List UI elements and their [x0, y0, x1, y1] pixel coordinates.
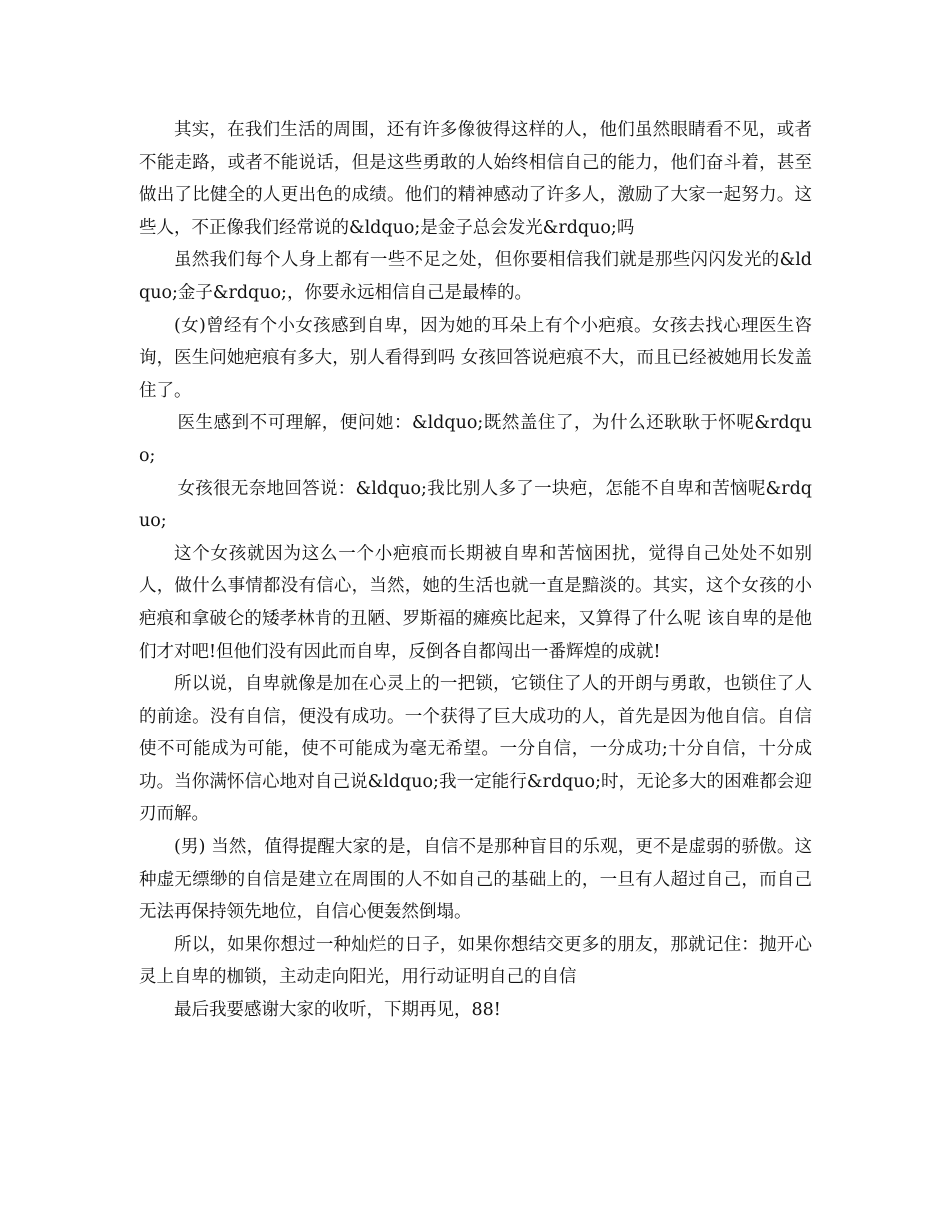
- paragraph: 女孩很无奈地回答说：&ldquo;我比别人多了一块疤，怎能不自卑和苦恼呢&rdquo;: [139, 478, 812, 532]
- paragraph: 医生感到不可理解，便问她：&ldquo;既然盖住了，为什么还耿耿于怀呢&rdquo;: [139, 413, 812, 466]
- paragraph: (女)曾经有个小女孩感到自卑，因为她的耳朵上有个小疤痕。女孩去找心理医生咨询，医生问她疤痕有多大，别人看得到吗 女孩回答说疤痕不大，而且已经被她用长发盖住了。: [139, 315, 812, 401]
- paragraph: 所以，如果你想过一种灿烂的日子，如果你想结交更多的朋友，那就记住：抛开心灵上自卑的枷锁，主动走向阳光，用行动证明自己的自信: [139, 934, 812, 988]
- paragraph: 这个女孩就因为这么一个小疤痕而长期被自卑和苦恼困扰，觉得自己处处不如别人，做什么事情都没有信心，当然，她的生活也就一直是黯淡的。其实，这个女孩的小疤痕和拿破仑的矮孝林肯的丑陋、罗斯福的瘫痪比起来，又算得了什么呢 该自卑的是他们才对吧!但他们没有因此而自卑，反倒各自都闯出一番辉煌的成就!: [139, 543, 812, 662]
- document-body: [139, 114, 812, 1027]
- paragraph: 所以说，自卑就像是加在心灵上的一把锁，它锁住了人的开朗与勇敢，也锁住了人的前途。没有自信，便没有成功。一个获得了巨大成功的人，首先是因为他自信。自信使不可能成为可能，使不可能成为毫无希望。一分自信，一分成功;十分自信，十分成功。当你满怀信心地对自己说&ldquo;我一定能行&rdquo;时，无论多大的困难都会迎刃而解。: [139, 674, 812, 825]
- paragraph: (男) 当然，值得提醒大家的是，自信不是那种盲目的乐观，更不是虚弱的骄傲。这种虚无缥缈的自信是建立在周围的人不如自己的基础上的，一旦有人超过自己，而自己无法再保持领先地位，自信心便轰然倒塌。: [139, 837, 812, 923]
- paragraph: 其实，在我们生活的周围，还有许多像彼得这样的人，他们虽然眼睛看不见，或者不能走路，或者不能说话，但是这些勇敢的人始终相信自己的能力，他们奋斗着，甚至做出了比健全的人更出色的成绩。他们的精神感动了许多人，激励了大家一起努力。这些人，不正像我们经常说的&ldquo;是金子总会发光&rdquo;吗: [139, 120, 812, 238]
- paragraph: 最后我要感谢大家的收听，下期再见，88!: [174, 1000, 501, 1021]
- paragraph: 虽然我们每个人身上都有一些不足之处，但你要相信我们就是那些闪闪发光的&ldquo;金子&rdquo;，你要永远相信自己是最棒的。: [139, 250, 812, 303]
